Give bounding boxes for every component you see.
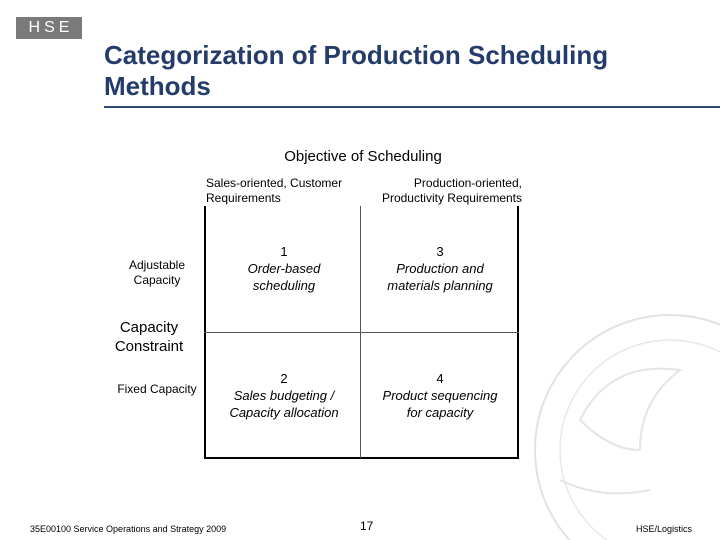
matrix-cell-1 — [206, 243, 362, 294]
matrix-cell-3 — [362, 243, 518, 294]
matrix-cell-2 — [206, 370, 362, 421]
university-seal-watermark — [520, 300, 720, 540]
cell-number: 4 — [436, 371, 444, 386]
column-2-label: Production-oriented, Productivity Requirements — [381, 176, 522, 205]
column-axis-title: Objective of Scheduling — [284, 148, 442, 165]
hse-logo: HSE — [16, 17, 82, 39]
cell-number: 1 — [280, 244, 288, 259]
page-number: 17 — [360, 519, 374, 533]
cell-label: Product sequencing for capacity — [382, 388, 498, 420]
row-1-label: Adjustable Capacity — [128, 258, 186, 287]
cell-label: Production and materials planning — [387, 261, 493, 293]
row-axis-title: Capacity Constraint — [114, 319, 184, 355]
column-1-label: Sales-oriented, Customer Requirements — [206, 176, 343, 205]
cell-number: 2 — [280, 371, 288, 386]
footer-org: HSE/Logistics — [636, 524, 693, 534]
cell-number: 3 — [436, 244, 444, 259]
matrix-cell-4 — [362, 370, 518, 421]
cell-label: Sales budgeting / Capacity allocation — [229, 388, 339, 420]
row-2-label: Fixed Capacity — [117, 382, 197, 396]
slide-title: Categorization of Production Scheduling Methods — [104, 40, 609, 101]
matrix-horizontal-divider — [204, 332, 519, 333]
cell-label: Order-based scheduling — [247, 261, 321, 293]
footer-course: 35E00100 Service Operations and Strategy 2009 — [30, 524, 227, 534]
title-divider — [104, 106, 720, 108]
